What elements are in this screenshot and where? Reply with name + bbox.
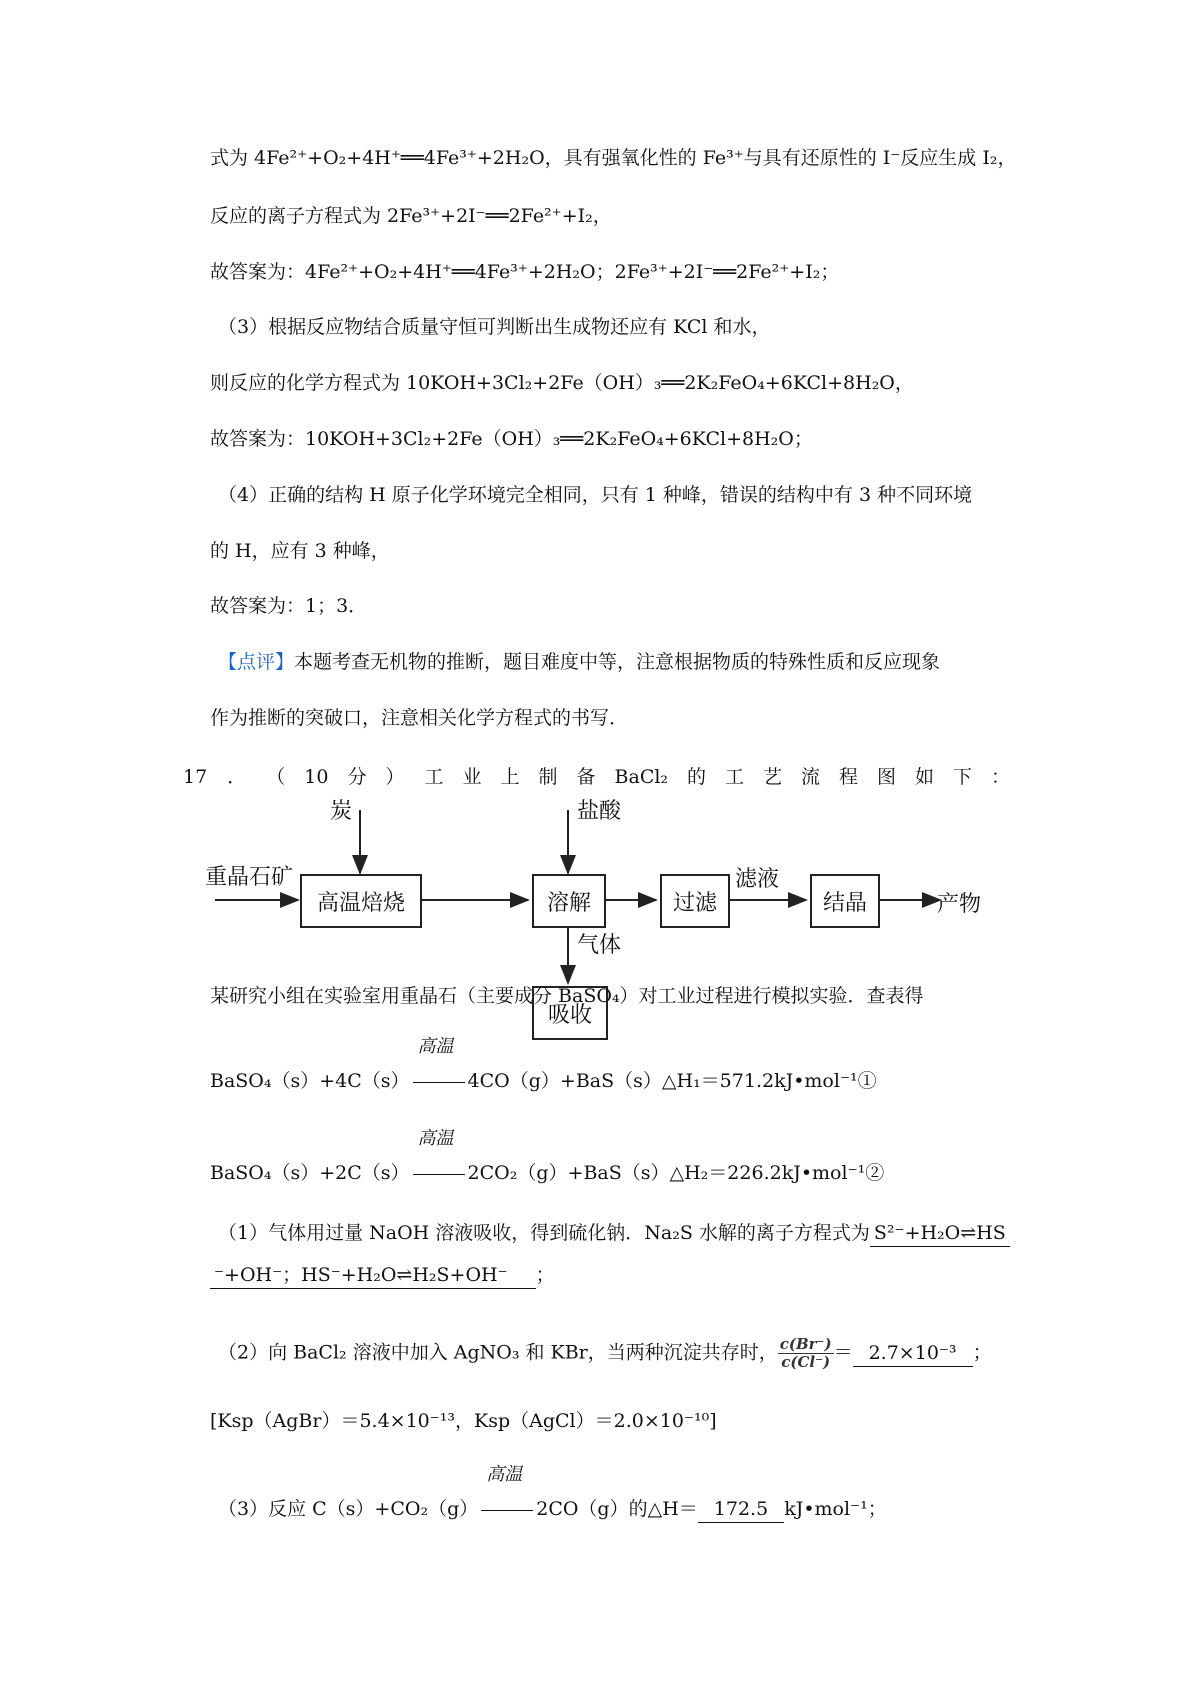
sub-question-1-text: （1）气体用过量 NaOH 溶液吸收，得到硫化钠．Na₂S 水解的离子方程式为: [218, 1222, 870, 1244]
sub-question-2-line-1: [218, 1336, 992, 1371]
text-line-4: （3）根据反应物结合质量守恒可判断出生成物还应有 KCl 和水，: [218, 316, 771, 338]
sub-question-3-arrow: [478, 1464, 536, 1522]
ksp-line: [Ksp（AgBr）＝5.4×10⁻¹³，Ksp（AgCl）＝2.0×10⁻¹⁰]: [210, 1410, 717, 1432]
sub-question-2-end: ；: [972, 1341, 992, 1364]
sub-question-1-answer-b: ⁻+OH⁻；HS⁻+H₂O⇌H₂S+OH⁻: [210, 1262, 536, 1289]
box-high-temp-roasting: 高温焙烧: [300, 874, 422, 928]
text-line-3: 故答案为：4Fe²⁺+O₂+4H⁺══4Fe³⁺+2H₂O；2Fe³⁺+2I⁻══2Fe²⁺+I₂；: [210, 261, 840, 283]
comment-tag: 【点评】: [218, 651, 295, 673]
box-dissolve: 溶解: [532, 874, 606, 928]
question-score: （ 10 分 ）: [266, 766, 405, 788]
question-stem: 工 业 上 制 备 BaCl₂ 的 工 艺 流 程 图 如 下 ：: [424, 766, 1011, 788]
sub-question-3-left: （3）反应 C（s）+CO₂（g）: [218, 1498, 479, 1520]
equation-1: [210, 1036, 877, 1094]
sub-question-3-unit: kJ•mol⁻¹；: [784, 1498, 887, 1520]
sub-question-2-text: （2）向 BaCl₂ 溶液中加入 AgNO₃ 和 KBr，当两种沉淀共存时，: [218, 1341, 778, 1364]
label-barite-ore: 重晶石矿: [205, 865, 294, 890]
sub-question-3-line: [218, 1464, 887, 1523]
equation-2-arrow: [410, 1128, 468, 1186]
concentration-ratio-fraction: [778, 1336, 834, 1371]
sub-question-1-line-2: [210, 1262, 555, 1289]
equation-2-right: 2CO₂（g）+BaS（s）△H₂＝226.2kJ•mol⁻¹②: [467, 1162, 885, 1184]
equation-1-right: 4CO（g）+BaS（s）△H₁＝571.2kJ•mol⁻¹①: [467, 1070, 877, 1092]
fraction-numerator: c(Br⁻): [779, 1335, 832, 1353]
text-line-11: 作为推断的突破口，注意相关化学方程式的书写．: [210, 707, 629, 729]
box-filter: 过滤: [660, 874, 730, 928]
label-product: 产物: [937, 892, 982, 917]
sub-question-2-answer: 2.7×10⁻³: [853, 1340, 973, 1367]
equation-1-left: BaSO₄（s）+4C（s）: [210, 1070, 410, 1092]
equation-1-condition: 高温: [417, 1036, 454, 1057]
fraction-denominator: c(Cl⁻): [781, 1353, 831, 1371]
text-line-1: 式为 4Fe²⁺+O₂+4H⁺══4Fe³⁺+2H₂O，具有强氧化性的 Fe³⁺与具有还原性的 I⁻反应生成 I₂，: [210, 147, 1017, 169]
question-dot: ．: [227, 766, 247, 788]
sub-question-1-line-1: [218, 1220, 1010, 1247]
intro-line: 某研究小组在实验室用重晶石（主要成分 BaSO₄）对工业过程进行模拟实验．查表得: [210, 985, 924, 1007]
box-crystallize: 结晶: [810, 874, 880, 928]
label-filtrate: 滤液: [735, 867, 780, 892]
sub-question-3-condition: 高温: [486, 1464, 523, 1485]
comment-text: 本题考查无机物的推断，题目难度中等，注意根据物质的特殊性质和反应现象: [294, 651, 941, 673]
equation-1-arrow: [410, 1036, 468, 1094]
text-line-7: （4）正确的结构 H 原子化学环境完全相同，只有 1 种峰，错误的结构中有 3 种不同环境: [218, 484, 973, 506]
question-17-header: [183, 762, 1010, 789]
sub-question-2-equals: ＝: [833, 1341, 853, 1364]
question-number: 17: [183, 766, 208, 788]
box-absorb: 吸收: [532, 986, 608, 1040]
equation-2-condition: 高温: [417, 1128, 454, 1149]
sub-question-3-right: 2CO（g）的△H＝: [536, 1498, 698, 1520]
label-hydrochloric-acid: 盐酸: [577, 799, 622, 824]
comment-line: [218, 649, 940, 675]
sub-question-3-answer: 172.5: [698, 1496, 784, 1523]
label-carbon: 炭: [330, 799, 353, 824]
sub-question-1-answer-a: S²⁻+H₂O⇌HS: [870, 1220, 1010, 1247]
text-line-2: 反应的离子方程式为 2Fe³⁺+2I⁻══2Fe²⁺+I₂，: [210, 205, 612, 227]
label-gas: 气体: [577, 933, 622, 958]
equation-2-left: BaSO₄（s）+2C（s）: [210, 1162, 410, 1184]
text-line-8: 的 H，应有 3 种峰，: [210, 540, 390, 562]
text-line-6: 故答案为：10KOH+3Cl₂+2Fe（OH）₃══2K₂FeO₄+6KCl+8H₂O；: [210, 428, 813, 450]
sub-question-1-end: ；: [535, 1264, 555, 1286]
text-line-5: 则反应的化学方程式为 10KOH+3Cl₂+2Fe（OH）₃══2K₂FeO₄+6KCl+8H₂O，: [210, 372, 914, 394]
equation-2: [210, 1128, 885, 1186]
text-line-9: 故答案为：1；3．: [210, 595, 368, 617]
